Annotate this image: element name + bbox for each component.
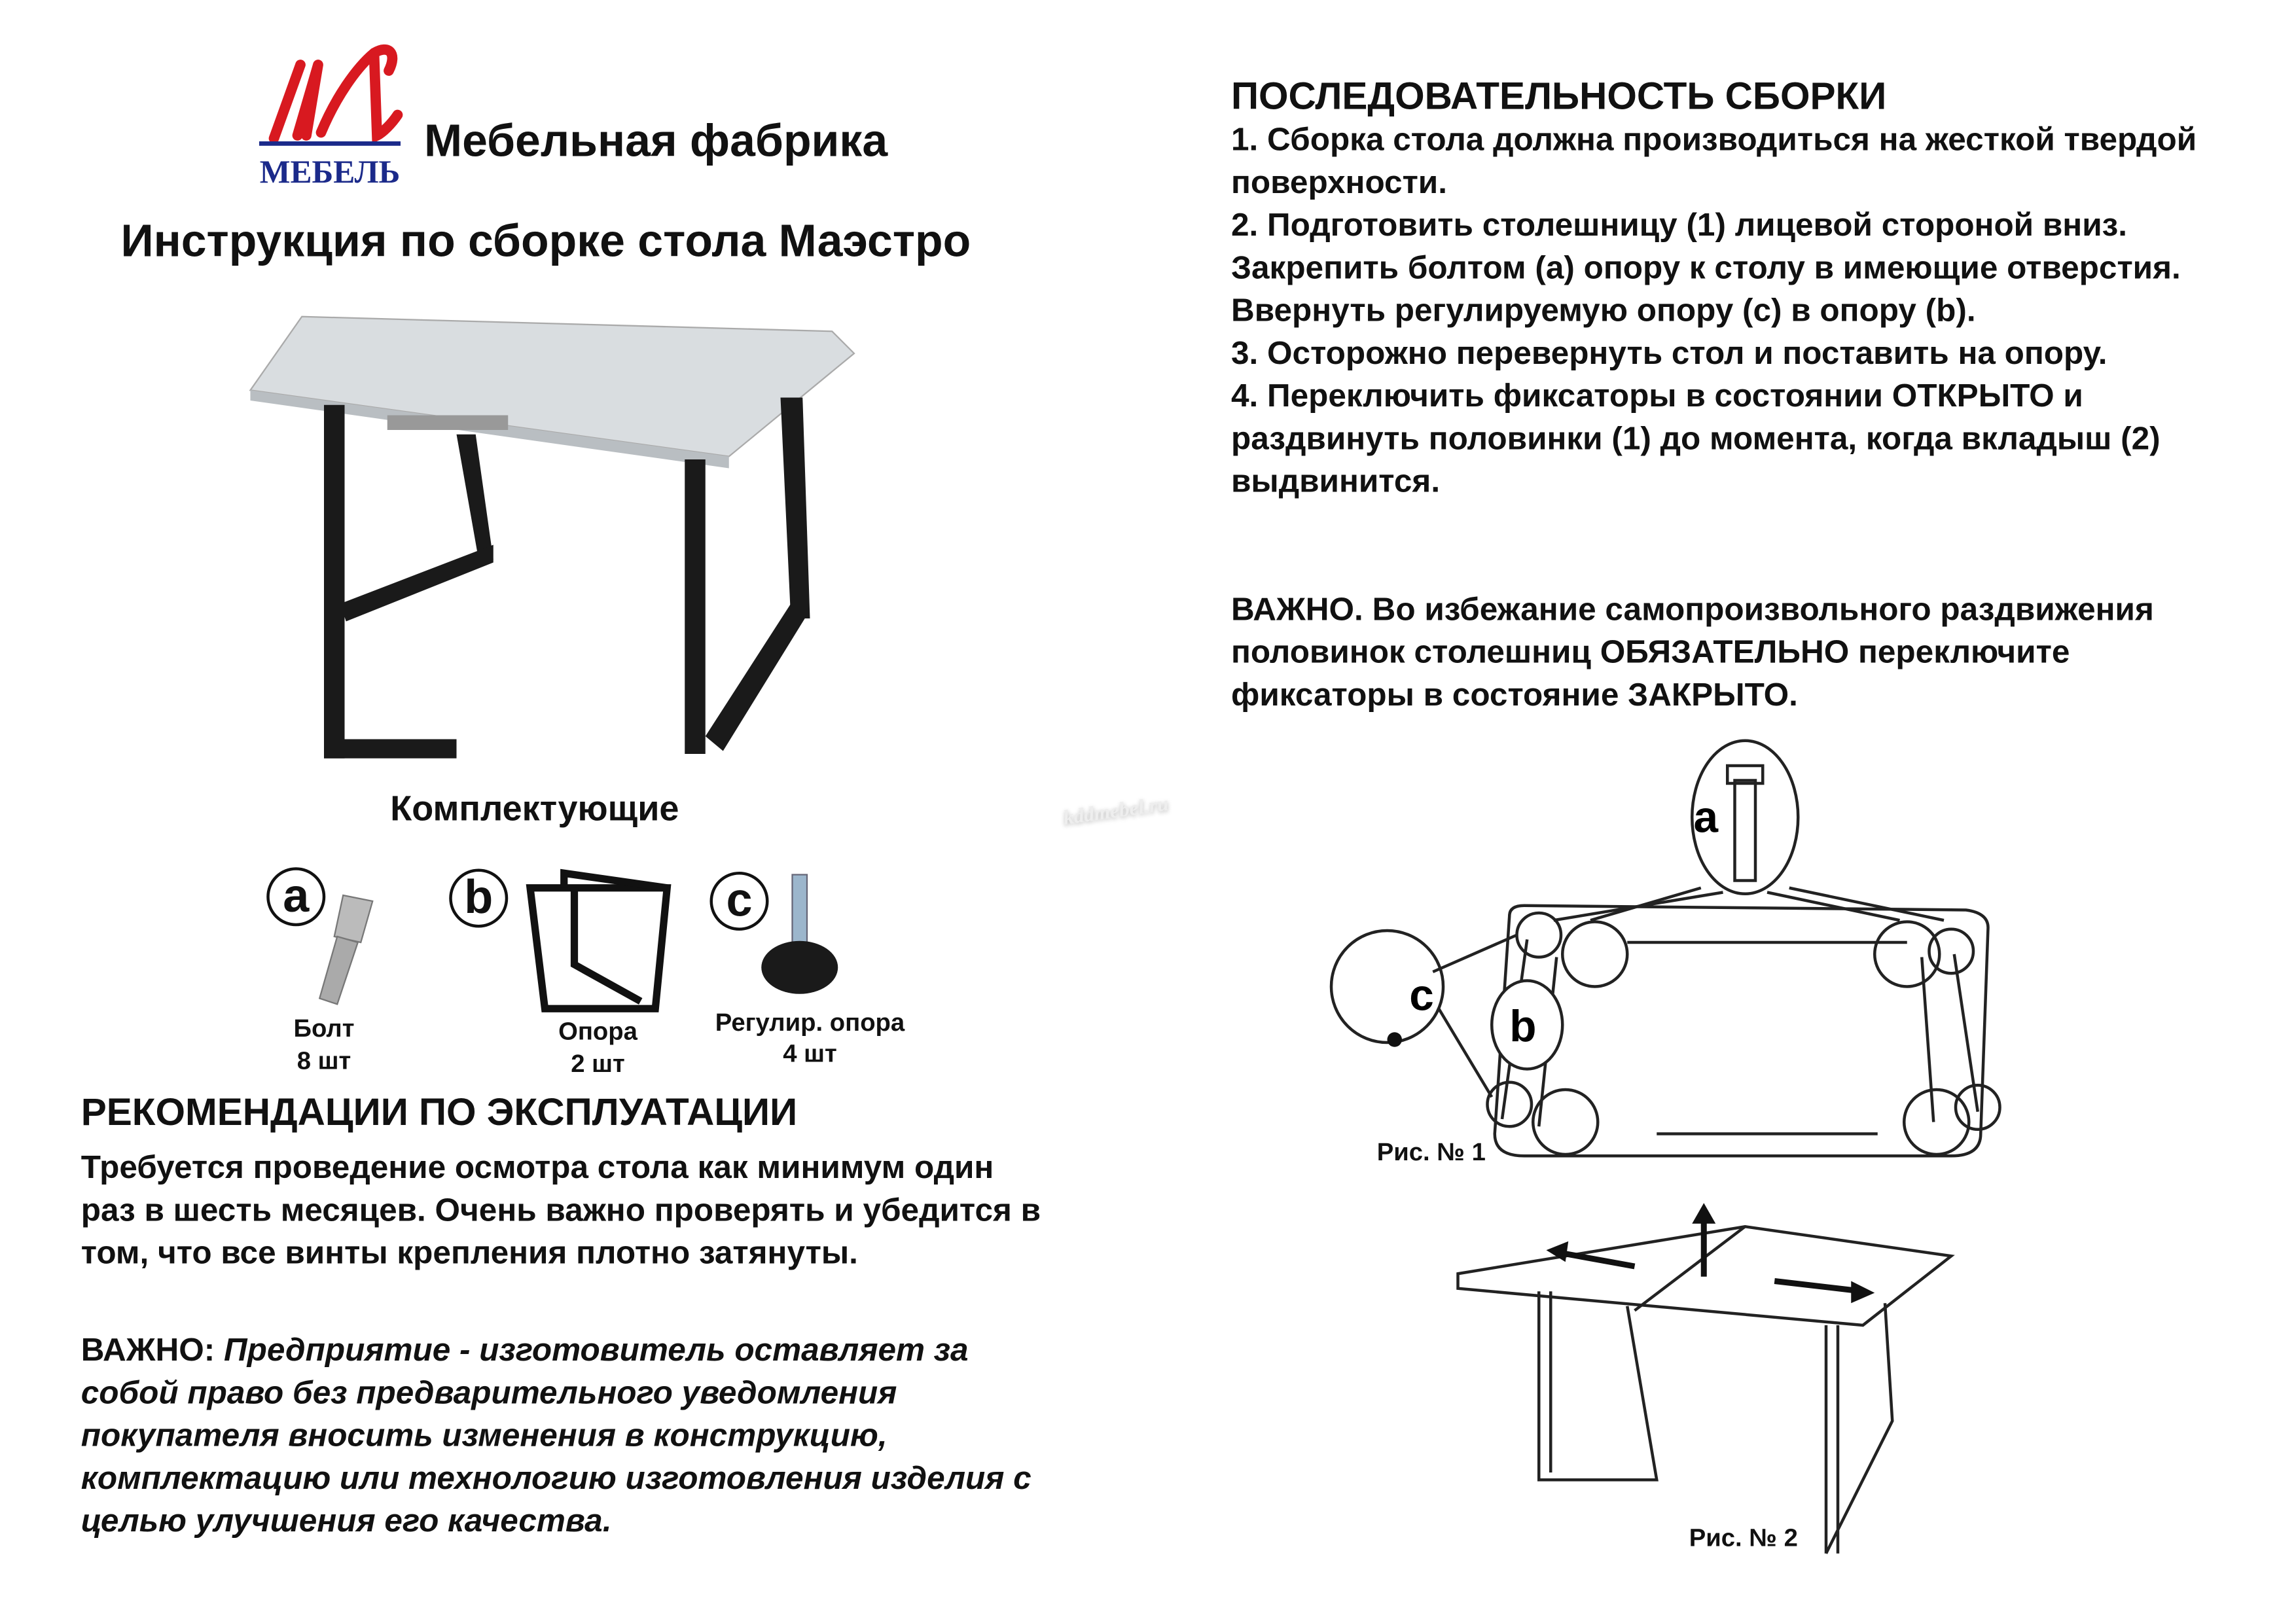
recommendations-heading: РЕКОМЕНДАЦИИ ПО ЭКСПЛУАТАЦИИ [81,1090,798,1134]
important-emphasis: ОБЯЗАТЕЛЬНО [1600,633,1850,670]
leg-frame-icon [523,861,677,1016]
part-qty-c: 4 шт [783,1039,837,1068]
step-2: 2. Подготовить столешницу (1) лицевой стороной вниз. Закрепить болтом (a) опору к столу в имеющие отверстия. Ввернуть регулируемую опору (c) в опору (b). [1231,206,2181,329]
assembly-steps [1231,118,2233,502]
step-3: 3. Осторожно перевернуть стол и поставить на опору. [1231,334,2108,371]
svg-text:МЕБЕЛЬ: МЕБЕЛЬ [259,154,401,190]
figure-1-caption: Рис. № 1 [1376,1138,1486,1166]
figure-1-diagram [1318,736,2025,1178]
part-letter-c: c [710,872,769,931]
adjustable-foot-icon [751,872,855,1005]
step-4: 4. Переключить фиксаторы в состоянии ОТКРЫТО и раздвинуть половинки (1) до момента, когда вкладыш (2) выдвинится. [1231,377,2161,499]
important-text: Во избежание самопроизвольного раздвижения половинок столешниц [1231,590,2154,670]
part-qty-a: 8 шт [296,1046,351,1075]
svg-text:b: b [1509,1001,1537,1051]
part-name-c: Регулир. опора [715,1008,905,1037]
part-qty-b: 2 шт [571,1050,625,1078]
part-name-a: Болт [293,1014,355,1043]
recommendations-important [81,1329,1053,1542]
brand-name: Мебельная фабрика [424,115,888,167]
figure-2-caption: Рис. № 2 [1689,1524,1798,1552]
parts-heading: Комплектующие [390,789,679,829]
svg-text:c: c [1409,971,1434,1020]
important-label: ВАЖНО. [1231,590,1363,628]
table-photo [243,310,861,766]
part-name-b: Опора [558,1017,637,1046]
important-label: ВАЖНО: [81,1331,215,1368]
bolt-icon [302,883,390,1016]
watermark: kddmebel.ru [1062,793,1170,830]
part-letter-a: a [266,867,325,926]
company-logo [253,39,406,192]
recommendations-text: Требуется проведение осмотра стола как минимум один раз в шесть месяцев. Очень важно проверять и убедится в том, что все винты крепления плотно затянуты. [81,1149,1041,1271]
svg-text:a: a [1693,793,1719,842]
important-text: Предприятие - изготовитель оставляет за собой право без предварительного уведомления покупателя вносить изменения в конструкцию, комплектацию или технологию изготовления изделия с целью улучшения его качества. [81,1331,1031,1539]
part-letter-b: b [449,869,508,928]
assembly-heading: ПОСЛЕДОВАТЕЛЬНОСТЬ СБОРКИ [1231,73,1887,118]
important-text-2: переключите фиксаторы в состояние [1231,633,2070,713]
step-1: 1. Сборка стола должна производиться на жесткой твердой поверхности. [1231,120,2197,200]
important-state: ЗАКРЫТО. [1628,675,1798,713]
figure-2-diagram [1450,1200,1981,1561]
page-title: Инструкция по сборке стола Маэстро [120,215,971,267]
assembly-important [1231,588,2203,716]
